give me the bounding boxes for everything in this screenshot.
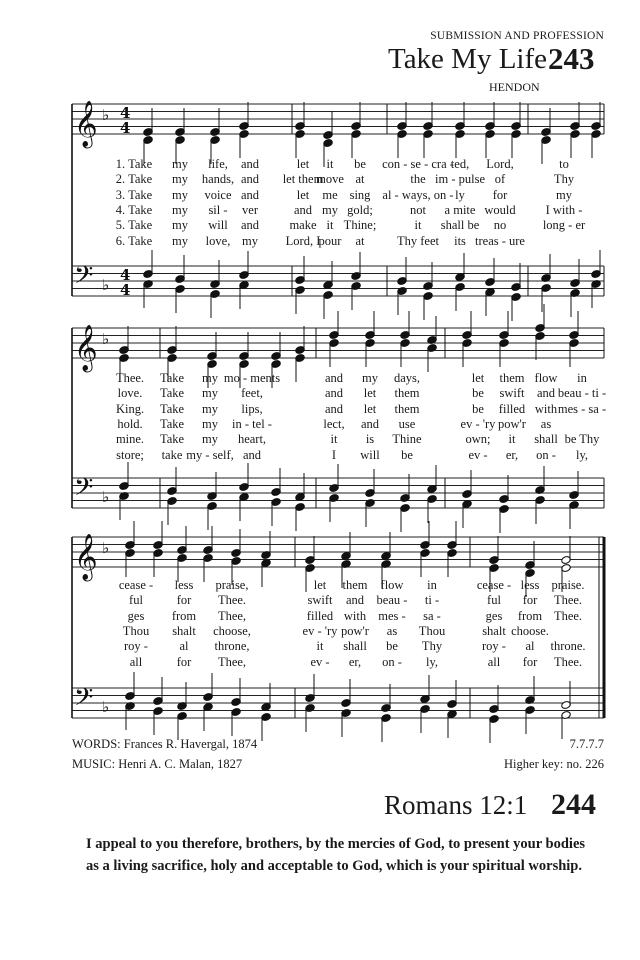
lyric-syllable: move [316,172,344,187]
lyric-syllable: the [410,172,426,187]
lyric-syllable: use [398,416,416,431]
time-signature-top: 4 [120,266,131,284]
lyric-syllable: my - self, [186,447,234,462]
lyric-syllable: 5. Take [115,218,153,233]
lyric-syllable: voice [204,187,232,202]
lyric-syllable: 6. Take [115,233,153,248]
lyric-syllable: for [522,593,538,608]
lyric-syllable: filled [498,401,526,416]
system-3-bass-key-flat: ♭ [102,698,110,716]
lyric-syllable: my [202,432,218,447]
tune-name: HENDON [489,80,540,94]
system-2-bass-key-flat: ♭ [102,488,110,506]
lyric-line-verse-2 [0,386,640,401]
lyric-syllable: from [171,608,197,623]
lyric-syllable: sing [349,187,371,202]
lyric-syllable: Take [159,432,185,447]
lyric-syllable: my [202,416,218,431]
lyric-syllable: I [331,447,337,462]
lyric-syllable: be [472,401,484,416]
lyric-syllable: it [508,432,516,447]
lyric-syllable: I with - [545,202,583,217]
lyric-syllable: for [176,593,192,608]
lyric-syllable: cease - [118,578,154,592]
lyric-line-verse-4 [0,417,640,432]
lyric-syllable: from [517,608,543,623]
lyric-syllable: Lord, I [285,233,321,248]
lyric-syllable: love, [205,233,231,248]
hymn-title: Take My Life [388,43,548,75]
words-credit: WORDS: Frances R. Havergal, 1874 [72,737,258,751]
lyric-syllable: 1. Take [115,157,153,171]
lyric-line-verse-1 [0,157,640,172]
lyric-syllable: store; [116,447,144,462]
lyric-syllable: my [242,233,258,248]
time-signature-bottom: 4 [120,119,131,137]
lyric-syllable: make [289,218,317,233]
lyric-syllable: Thy [421,639,443,654]
lyric-syllable: throne, [214,639,250,654]
lyric-syllable: Thee, [217,654,247,669]
lyric-syllable: ges [485,608,503,623]
lyric-syllable: be [386,639,398,654]
lyric-syllable: let [313,578,327,592]
lyric-line-verse-2 [0,593,640,608]
system-1-treble-clef: 𝄞 [74,101,98,147]
lyric-syllable: pour [318,233,342,248]
lyric-syllable: at [355,233,365,248]
lyric-syllable: Lord, [486,157,514,171]
lyric-syllable: let [363,386,377,401]
lyric-line-verse-1 [0,578,640,593]
lyric-syllable: all [487,654,501,669]
lyric-syllable: no [493,218,507,233]
lyric-syllable: with [534,401,558,416]
lyric-syllable: filled [306,608,334,623]
lyric-syllable: for [522,654,538,669]
lyric-syllable: let [296,187,310,202]
lyric-syllable: as [540,416,552,431]
lyric-syllable: less [174,578,194,592]
lyric-syllable: let [471,371,485,385]
lyric-syllable: ful [487,593,501,608]
lyric-syllable: for [176,654,192,669]
lyric-syllable: my [556,187,572,202]
lyric-syllable: my [172,187,188,202]
lyric-syllable: ver [242,202,258,217]
lyric-syllable: Thee. [553,608,583,623]
lyric-syllable: sil - [208,202,228,217]
lyric-syllable: and [360,416,380,431]
lyric-line-verse-3 [0,188,640,203]
lyric-syllable: and [293,202,313,217]
lyric-syllable: ev - 'ry [460,416,496,431]
lyric-syllable: a mite [444,202,476,217]
lyric-syllable: will [208,218,228,233]
lyric-syllable: my [172,202,188,217]
lyric-syllable: Take [159,401,185,416]
time-signature-top: 4 [120,104,131,122]
lyric-syllable: Thou [418,623,446,638]
lyric-line-verse-2 [0,172,640,187]
lyric-syllable: my [202,386,218,401]
reading-text: I appeal to you therefore, brothers, by the mercies of God, to present your bodies as a living sacrifice, holy and acceptable to God, which is your spiritual worship. [86,836,586,874]
lyric-syllable: swift [307,593,333,608]
lyric-syllable: lips, [241,401,263,416]
lyric-syllable: King. [115,401,145,416]
lyric-line-verse-6 [0,234,640,249]
lyric-syllable: my [322,202,338,217]
lyric-syllable: my [362,371,378,385]
lyric-syllable: it [414,218,422,233]
lyric-syllable: my [202,401,218,416]
lyric-syllable: Thine [392,432,422,447]
lyric-syllable: Thy feet [397,233,439,248]
lyric-syllable: all [129,654,143,669]
lyric-syllable: it [326,218,334,233]
lyric-syllable: my [172,233,188,248]
system-2-treble-key-flat: ♭ [102,330,110,348]
music-credit: MUSIC: Henri A. C. Malan, 1827 [72,757,243,771]
lyric-line-verse-5 [0,432,640,447]
lyric-syllable: ev - [310,654,330,669]
lyric-syllable: heart, [237,432,267,447]
system-3-treble-clef: 𝄞 [74,534,98,580]
lyric-syllable: let them [282,172,324,187]
lyric-syllable: cease - [476,578,512,592]
lyric-syllable: Thee. [217,593,247,608]
reading-title: Romans 12:1 [384,790,528,820]
lyric-syllable: al [525,639,535,654]
lyric-syllable: Thee. [553,593,583,608]
lyric-syllable: let [296,157,310,171]
lyric-syllable: praise. [551,578,585,592]
lyric-syllable: let [363,401,377,416]
lyric-syllable: life, [208,157,228,171]
lyric-line-verse-6 [0,448,640,463]
lyric-syllable: not [410,202,426,217]
lyric-line-verse-1 [0,371,640,386]
lyric-syllable: and [536,386,556,401]
lyric-syllable: and [345,593,365,608]
lyric-syllable: in - tel - [232,416,272,431]
lyric-syllable: it [330,432,338,447]
lyric-syllable: with [343,608,367,623]
lyric-syllable: would [484,202,516,217]
lyric-syllable: ful [129,593,143,608]
lyric-syllable: take [161,447,183,462]
lyric-syllable: choose. [511,623,549,638]
lyric-syllable: al - ways, on - [382,187,454,202]
lyric-syllable: love. [117,386,143,401]
lyric-syllable: choose, [213,623,251,638]
system-2-treble-clef: 𝄞 [74,325,98,371]
lyric-syllable: hold. [117,416,143,431]
lyric-line-verse-6 [0,655,640,670]
lyric-syllable: mes - sa - [557,401,607,416]
lyric-syllable: and [242,447,262,462]
reading-number: 244 [551,788,596,821]
lyric-syllable: mo - ments [223,371,281,385]
lyric-syllable: beau - [376,593,408,608]
lyric-syllable: Take [159,371,185,385]
lyric-line-verse-3 [0,609,640,624]
lyric-syllable: gold; [347,202,373,217]
lyric-syllable: ted, [450,157,470,171]
lyric-syllable: be [354,157,366,171]
lyric-syllable: it [316,639,324,654]
lyric-syllable: ev - [468,447,488,462]
lyric-syllable: beau - ti - [557,386,607,401]
lyric-syllable: them [394,401,420,416]
lyric-syllable: my [172,218,188,233]
lyric-syllable: swift [499,386,525,401]
lyric-syllable: treas - ure [475,233,525,248]
system-2-bass-clef: 𝄢 [74,473,94,508]
lyric-syllable: hands, [201,172,235,187]
hymn-number: 243 [548,41,595,76]
lyric-syllable: of [494,172,506,187]
lyric-syllable: Take [159,386,185,401]
lyric-syllable: mes - [378,608,406,623]
lyric-syllable: them [394,386,420,401]
system-3-bass-clef: 𝄢 [74,683,94,718]
lyric-syllable: in [577,371,587,385]
lyric-syllable: and [240,172,260,187]
time-signature-bottom: 4 [120,281,131,299]
lyric-syllable: own; [465,432,491,447]
lyric-syllable: flow [380,578,404,592]
lyric-syllable: roy - [124,639,148,654]
lyric-syllable: praise, [215,578,249,592]
lyric-syllable: er, [505,447,519,462]
system-1-bass-clef: 𝄢 [74,261,94,296]
lyric-syllable: lect, [323,416,345,431]
lyric-syllable: 4. Take [115,202,153,217]
lyric-syllable: my [172,157,188,171]
lyric-syllable: im - pulse [435,172,485,187]
lyric-line-verse-5 [0,639,640,654]
lyric-syllable: be [401,447,413,462]
lyric-syllable: and [324,401,344,416]
lyric-syllable: at [355,172,365,187]
lyric-syllable: Thee. [553,654,583,669]
lyric-syllable: days, [393,371,421,385]
lyric-syllable: and [324,386,344,401]
lyric-syllable: Thy [553,172,575,187]
lyric-syllable: ly, [425,654,439,669]
lyric-syllable: on - [536,447,556,462]
lyric-syllable: pow'r [498,416,526,431]
lyric-syllable: 3. Take [115,187,153,202]
lyric-syllable: throne. [550,639,586,654]
lyric-syllable: flow [534,371,558,385]
lyric-line-verse-4 [0,624,640,639]
lyric-syllable: Thee. [115,371,145,385]
lyric-syllable: Thou [122,623,150,638]
lyric-syllable: as [386,623,398,638]
lyric-syllable: long - er [542,218,586,233]
lyric-syllable: will [360,447,380,462]
lyric-syllable: ly [455,187,465,202]
lyric-syllable: be [472,386,484,401]
lyric-syllable: Thine; [343,218,377,233]
lyric-syllable: ges [127,608,145,623]
lyric-syllable: be Thy [564,432,600,447]
lyric-syllable: roy - [482,639,506,654]
lyric-syllable: shalt [482,623,506,638]
lyric-syllable: ly, [575,447,589,462]
lyric-syllable: to [559,157,569,171]
system-3-treble-key-flat: ♭ [102,539,110,557]
meter: 7.7.7.7 [569,737,604,751]
lyric-syllable: mine. [115,432,145,447]
lyric-syllable: shall be [440,218,480,233]
lyric-syllable: al [179,639,189,654]
lyric-syllable: less [520,578,540,592]
system-1-treble-key-flat: ♭ [102,106,110,124]
lyric-syllable: Thee, [217,608,247,623]
lyric-syllable: them [499,371,525,385]
lyric-syllable: feet, [241,386,263,401]
lyric-syllable: in [427,578,437,592]
lyric-syllable: on - [382,654,402,669]
section-label: SUBMISSION AND PROFESSION [430,30,604,42]
lyric-syllable: and [324,371,344,385]
lyric-syllable: sa - [423,608,441,623]
lyric-syllable: me [322,187,338,202]
lyric-line-verse-4 [0,203,640,218]
lyric-syllable: Take [159,416,185,431]
lyric-syllable: them [342,578,368,592]
lyric-syllable: and [240,187,260,202]
lyric-syllable: shalt [172,623,196,638]
lyric-syllable: my [172,172,188,187]
lyric-syllable: for [492,187,508,202]
lyric-syllable: my [202,371,218,385]
lyric-syllable: ti - [424,593,440,608]
lyric-syllable: 2. Take [115,172,153,187]
lyric-syllable: con - se - cra - [382,157,454,171]
lyric-line-verse-3 [0,402,640,417]
higher-key-note: Higher key: no. 226 [504,757,604,771]
lyric-syllable: shall [343,639,367,654]
lyric-syllable: its [454,233,466,248]
lyric-syllable: ev - 'ry [302,623,338,638]
lyric-line-verse-5 [0,218,640,233]
lyric-syllable: and [240,157,260,171]
lyric-syllable: it [326,157,334,171]
lyric-syllable: is [365,432,375,447]
system-1-bass-key-flat: ♭ [102,276,110,294]
lyric-syllable: pow'r [341,623,369,638]
lyric-syllable: shall [534,432,558,447]
lyric-syllable: er, [348,654,362,669]
lyric-syllable: and [240,218,260,233]
